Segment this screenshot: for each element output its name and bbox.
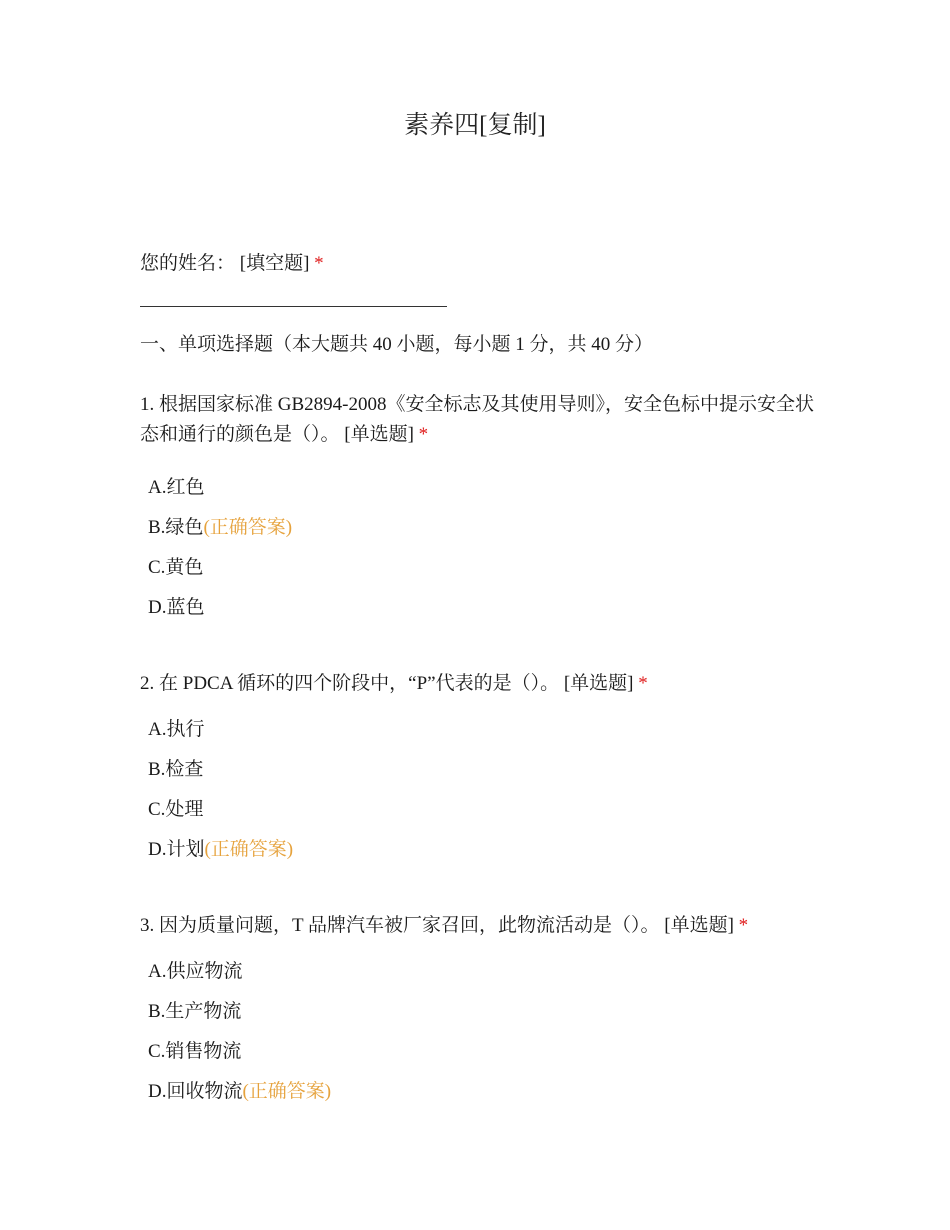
question-text: 2. 在 PDCA 循环的四个阶段中，“P”代表的是（）。 bbox=[140, 673, 560, 694]
correct-answer-tag: (正确答案) bbox=[204, 839, 294, 860]
option-label: B.检查 bbox=[148, 759, 204, 780]
option-label: D.蓝色 bbox=[148, 597, 205, 618]
q3-option-a bbox=[148, 960, 242, 984]
q1-option-a bbox=[148, 476, 204, 500]
option-label: B.生产物流 bbox=[148, 1001, 242, 1022]
question-type-label: [单选题] bbox=[664, 915, 734, 936]
q2-option-c bbox=[148, 798, 203, 822]
option-label: D.计划 bbox=[148, 839, 205, 860]
question-1 bbox=[140, 390, 820, 450]
option-label: B.绿色 bbox=[148, 517, 204, 538]
q1-option-c bbox=[148, 556, 203, 580]
required-mark: * bbox=[738, 915, 749, 936]
q1-option-b bbox=[148, 516, 292, 540]
q2-option-a bbox=[148, 718, 204, 742]
question-text: 3. 因为质量问题，T 品牌汽车被厂家召回，此物流活动是（）。 bbox=[140, 915, 660, 936]
name-question-label: 您的姓名： bbox=[140, 253, 236, 274]
name-answer-line bbox=[140, 306, 447, 307]
section-heading: 一、单项选择题（本大题共 40 小题，每小题 1 分，共 40 分） bbox=[140, 334, 654, 355]
required-mark: * bbox=[314, 253, 324, 274]
correct-answer-tag: (正确答案) bbox=[242, 1081, 332, 1102]
correct-answer-tag: (正确答案) bbox=[203, 517, 293, 538]
option-label: C.处理 bbox=[148, 799, 204, 820]
question-text: 1. 根据国家标准 GB2894-2008《安全标志及其使用导则》，安全色标中提示安全状态和通行的颜色是（）。 bbox=[140, 394, 814, 445]
required-mark: * bbox=[638, 673, 648, 694]
required-mark: * bbox=[418, 424, 429, 445]
q2-option-d bbox=[148, 838, 293, 862]
q3-option-c bbox=[148, 1040, 241, 1064]
option-label: C.黄色 bbox=[148, 557, 204, 578]
page-title: 素养四[复制] bbox=[404, 112, 546, 139]
name-question bbox=[140, 252, 324, 276]
question-type-label: [单选题] bbox=[344, 424, 414, 445]
q1-option-d bbox=[148, 596, 204, 620]
question-2 bbox=[140, 669, 820, 699]
option-label: D.回收物流 bbox=[148, 1081, 243, 1102]
q3-option-b bbox=[148, 1000, 241, 1024]
question-3 bbox=[140, 911, 820, 941]
option-label: A.供应物流 bbox=[148, 961, 243, 982]
q3-option-d bbox=[148, 1080, 331, 1104]
option-label: A.执行 bbox=[148, 719, 205, 740]
q2-option-b bbox=[148, 758, 203, 782]
option-label: C.销售物流 bbox=[148, 1041, 242, 1062]
question-type-label: [单选题] bbox=[563, 673, 634, 694]
option-label: A.红色 bbox=[148, 477, 205, 498]
question-type-label: [填空题] bbox=[239, 253, 310, 274]
